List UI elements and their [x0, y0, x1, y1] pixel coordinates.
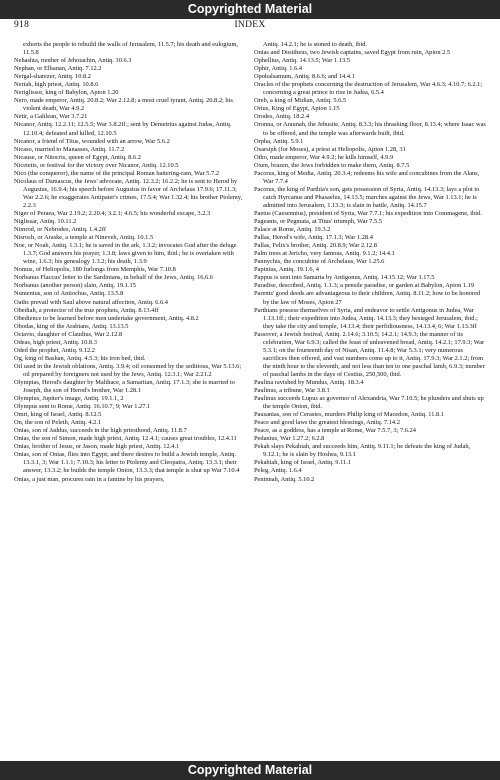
index-entry: Nicanor, Antiq. 12.2.11; 12.5.5; War 3.8.2ff.; sent by Demetrius against Judas, Antiq. 12.10.4; defeated and killed, 12.10.5: [14, 121, 232, 137]
index-entry: Pappus is sent into Samaria by Antigonus, Antiq. 14.15.12; War 1.17.5: [254, 274, 435, 282]
index-entry: Pageants, or Pegmata, at Titus' triumph, War 7.5.5: [254, 218, 382, 226]
index-entry: Nephan, or Elhanan, Antiq. 7.12.2: [14, 65, 102, 73]
index-entry: Og, king of Bashan, Antiq. 4.5.3; his iron bed, ibid.: [14, 354, 146, 362]
index-entry: Pacorus, the king of Parthia's son, gets possession of Syria, Antiq. 14.13.3; lays a plot to catch Hyrcanus and Phasaelus, 14.13.5; marches against the Jews, War 1.13.1; he is admitted into Jerusalem, 1.13.3; is slain in battle, Antiq. 14.15.7: [254, 185, 480, 209]
index-entry: Passover, a Jewish festival, Antiq. 2.14.6; 3.10.5; 14.2.1; 14.9.3; the manner of its celebration, War 6.9.3; called the feast of unleavened bread, Antiq. 14.2.1; 17.9.3; War 5.3.1; on the fourteenth day of Nisan, Antiq. 11.4.8; War 5.3.1; very numerous sacrifices then offered, and vast numbers come up to it, Antiq. 17.9.3; War 2.1.2; from the ninth hour to the eleventh, and not less than ten to one paschal lamb, 6.9.3; number of paschal lambs in the days of Cestius, 250,500, ibid.: [254, 330, 485, 378]
index-entry: Nicolaus of Damascus, the Jews' advocate, Antiq. 12.3.2; 16.2.2; he is sent to Herod by Augustus, 16.9.4; his speech before Augustus in favor of Archelaus 17.9.6; 17.11.3; War 2.2.6; he exaggerates Antipater's crimes, 17.5.4; War 1.32.4; his brother Ptolemy, 2.2.3: [14, 177, 243, 209]
index-entry: Omri, king of Israel, Antiq. 8.12.5: [14, 411, 102, 419]
page-header: [14, 20, 486, 34]
copyright-banner-bottom: Copyrighted Material: [0, 761, 500, 780]
copyright-banner-top: Copyrighted Material: [0, 0, 500, 19]
index-entry: Pacorus, king of Media, Antiq. 20.3.4; redeems his wife and concubines from the Alans, War 7.7.4: [254, 169, 480, 185]
index-entry: Onias, a just man, procures rain in a famine by his prayers,: [14, 475, 165, 483]
index-entry: Oil used in the Jewish oblations, Antiq. 3.9.4; oil consumed by the seditious, War 5.13.6; oil prepared by foreigners not used by the Jews, Antiq. 12.3.1; War 2.21.2: [14, 362, 242, 378]
index-entry: Olympias, Herod's daughter by Malthace, a Samaritan, Antiq. 17.1.3; she is married to Joseph, the son of Herod's brother, War 1.28.1: [14, 378, 235, 395]
index-entry: Palm trees at Jericho, very famous, Antiq. 9.1.2; 14.4.1: [254, 250, 395, 258]
index-entry: Onias, son of Onias, flies into Egypt; and there desires to build a Jewish temple, Antiq. 13.3.1, 3; War 1.1.1; 7.10.3; his letter to Ptolemy and Cleopatra, Antiq. 13.3.1; their answer, 13.3.2; he builds the temple Onion, 13.3.3; that temple is shut up War 7.10.4: [14, 451, 240, 475]
index-entry: Nehashta, mother of Jehoiachin, Antiq. 10.6.3: [14, 57, 132, 65]
index-entry: Octavio, daughter of Claudius, War 2.12.8: [14, 330, 123, 338]
index-entry: Oreb, a king of Midian, Antiq. 5.6.5: [254, 97, 347, 105]
index-entry: Oded the prophet, Antiq. 9.12.2: [14, 346, 95, 354]
index-entry: Pekah slays Pekahiah, and succeeds him, Antiq. 9.11.1; he defeats the king of Judah, 9.12.1; he is slain by Hoshea, 9.13.1: [254, 443, 471, 459]
index-entry: Onias, son of Jaddus, succeeds in the high priesthood, Antiq. 11.8.7: [14, 427, 187, 435]
page-title: INDEX: [234, 20, 266, 30]
index-entry: Paulina ravished by Mundus, Antiq. 18.3.4: [254, 378, 364, 386]
index-column-right: [254, 41, 486, 757]
index-entry: Pallas, Herod's wife, Antiq. 17.1.3; War 1.28.4: [254, 234, 373, 242]
index-entry: Nico (the conqueror), the name of the principal Roman battering-ram, War 5.7.2: [14, 169, 220, 177]
index-entry: Papinius, Antiq. 19.1.6, 4: [254, 266, 319, 274]
page-number: 918: [14, 20, 30, 30]
index-entry: Pannychis, the concubine of Archelaus, War 1.25.6: [254, 258, 385, 266]
index-entry: Oaths prevail with Saul above natural affection, Antiq. 6.6.4: [14, 298, 168, 306]
index-entry: Norbanus Flaccus' letter to the Sardinians, in behalf of the Jews, Antiq. 16.6.6: [14, 274, 214, 282]
index-entry: Nero, made emperor, Antiq. 20.8.2; War 2.12.8; a most cruel tyrant, Antiq. 20.8.2; his violent death, War 4.9.2: [14, 97, 233, 113]
index-entry: Nicetetis, or festival for the victory over Nicanor, Antiq. 12.10.5: [14, 161, 179, 169]
index-entry: Pallas, Felix's brother, Antiq. 20.8.9; War 2.12.8: [254, 242, 377, 250]
index-entry: Onias and Dositheus, two Jewish captains, saved Egypt from ruin, Apion 2.5: [254, 49, 451, 57]
index-entry: Paetus (Caesennius), president of Syria, War 7.7.1; his expedition into Commagene, ibid.: [254, 209, 482, 217]
index-entry: Paulinus, a tribune, War 3.8.1: [254, 387, 330, 395]
index-entry: Numenius, son of Antiochus, Antiq. 13.5.8: [14, 290, 124, 298]
index-entry: Nomus, of Heliopolis, 180 furlongs from Memphis, War 7.10.8: [14, 266, 176, 274]
index-entry: Onias, the son of Simon, made high priest, Antiq. 12.4.1; causes great troubles, 12.4.11: [14, 435, 237, 443]
index-entry: Opobalsamum, Antiq. 8.6.6; and 14.4.1: [254, 73, 355, 81]
index-entry: Olympus sent to Rome, Antiq. 16.10.7, 9; War 1.27.1: [14, 403, 151, 411]
index-entry: Pausanias, son of Cerastes, murders Philip king of Macedon, Antiq. 11.8.1: [254, 411, 445, 419]
index-entry: exhorts the people to rebuild the walls of Jerusalem, 11.5.7; his death and eulogium, 11.5.8: [23, 41, 239, 57]
index-entry: Oracles of the prophets concerning the destruction of Jerusalem, War 4.6.3; 4.10.7; 6.2.1; concerning a great prince to rise in Judea, 6.5.4: [254, 81, 483, 97]
index-entry: Ophellius, Antiq. 14.13.5; War 1.13.5: [254, 57, 350, 65]
index-entry: Neriah, high priest, Antiq. 10.8.6: [14, 81, 99, 89]
index-entry: Niglissar, Antiq. 10.11.2: [14, 218, 77, 226]
index-entry: Nisroch, or Araske, a temple at Nineveh, Antiq. 10.1.5: [14, 234, 154, 242]
index-entry: Peninnah, Antiq. 5.10.2: [254, 475, 315, 483]
index-entry: Olympius, Jupiter's image, Antiq. 19.1.1, 2: [14, 395, 124, 403]
index-entry: Obediah, a protector of the true prophets, Antiq. 8.13.4ff: [14, 306, 159, 314]
index-entry: Paradise, described, Antiq. 1.1.3; a pensile paradise, or garden at Babylon, Apion 1.19: [254, 282, 475, 290]
index-entry: Nergal-sharezer, Antiq. 10.8.2: [14, 73, 91, 81]
index-entry: Parthians possess themselves of Syria, and endeavor to settle Antigonus in Judea, War 1.13.1ff.; their expedition into Judea, Antiq. 14.13.3; they besieged Jerusalem, ibid.; they take the city and temple, 14.13.4; their perfidiousness, 14.13.4, 6; War 1.13.3ff: [254, 306, 478, 330]
index-entry: Peace and good laws the greatest blessings, Antiq. 7.14.2: [254, 419, 400, 427]
index-entry: Neriglissor, king of Babylon, Apion 1.20: [14, 89, 119, 97]
index-entry: Noe, or Noah, Antiq. 1.3.1; he is saved in the ark, 1.3.2; invocates God after the deluge 1.3.7; God answers his prayer, 1.3.8; laws given to him, ibid.; he is overtaken with wine, 1.6.3; his genealogy 1.3.2; his death, 1.3.9: [14, 242, 237, 266]
index-entry: Obedience to be learned before men undertake government, Antiq. 4.8.2: [14, 314, 199, 322]
index-entry: Netir, a Galilean, War 3.7.21: [14, 113, 88, 121]
index-entry: On, the son of Peleth, Antiq. 4.2.1: [14, 419, 102, 427]
index-entry: Palace at Rome, Antiq. 19.3.2: [254, 226, 331, 234]
index-entry: Orius, King of Egypt, Apion 1.15: [254, 105, 340, 113]
index-entry: Antiq. 14.2.1; he is stoned to death, ibid.: [263, 41, 368, 48]
index-entry: Nimrod, or Nebrodes, Antiq. 1.4.2ff: [14, 226, 107, 234]
index-entry: Oronna, or Araunah, the Jebusite, Antiq. 8.3.3; his thrashing floor, 8.13.4; where Isaac was to be offered, and the temple was afterwards built, ibid.: [254, 121, 486, 137]
index-entry: Pedanius, War 1.27.2; 6.2.8: [254, 435, 325, 443]
index-entry: Norbanus (another person) slain, Antiq. 19.1.15: [14, 282, 136, 290]
index-entry: Nicanor, a friend of Titus, wounded with an arrow, War 5.6.2: [14, 137, 170, 145]
index-entry: Otho, made emperor, War 4.9.2; he kills himself, 4.9.9: [254, 153, 394, 161]
index-entry: Pekahiah, king of Israel, Antiq. 9.11.1: [254, 459, 352, 467]
index-entry: Ophir, Antiq. 1.6.4: [254, 65, 303, 73]
index-entry: Parents' good deeds are advantageous to their children, Antiq. 8.11.2; how to be honored by the law of Moses, Apion 27: [254, 290, 481, 306]
index-entry: Oxen, brazen, the Jews forbidden to make them, Antiq. 8.7.5: [254, 161, 410, 169]
index-entry: Niger of Peraea, War 2.19.2; 2.20.4; 3.2.1; 4.6.5; his wonderful escape, 3.2.3: [14, 209, 211, 217]
index-entry: Peleg, Antiq. 1.6.4: [254, 467, 302, 475]
index-entry: Onias, brother of Jesus, or Jason, made high priest, Antiq. 12.4.1: [14, 443, 180, 451]
index-entry: Nicaso, married to Manasses, Antiq. 11.7.2: [14, 145, 125, 153]
index-entry: Osarsiph (for Moses), a priest at Heliopolis, Apion 1.28, 31: [254, 145, 406, 153]
index-entry: Odeas, high priest, Antiq. 10.8.3: [14, 338, 97, 346]
index-entry: Obodas, king of the Arabians, Antiq. 13.13.5: [14, 322, 129, 330]
index-entry: Paulinus succeeds Lupus as governor of Alexandria, War 7.10.5; he plunders and shuts up the temple Onion, ibid.: [254, 395, 484, 411]
index-entry: Peace, as a goddess, has a temple at Rome, War 7.5.7, 3; 7.6.24: [254, 427, 416, 435]
index-entry: Orpha, Antiq. 5.9.1: [254, 137, 304, 145]
index-column-left: [14, 41, 246, 757]
index-entry: Orodes, Antiq. 18.2.4: [254, 113, 310, 121]
index-entry: Nicause, or Nitocris, queen of Egypt, Antiq. 8.6.2: [14, 153, 141, 161]
